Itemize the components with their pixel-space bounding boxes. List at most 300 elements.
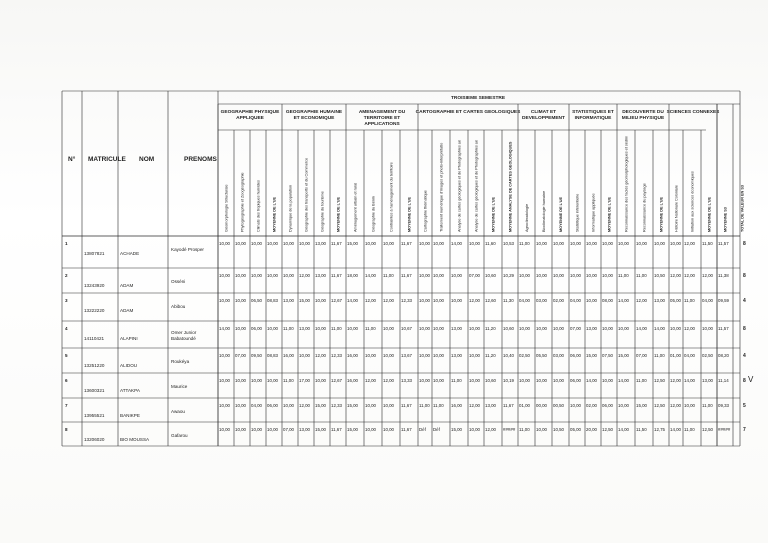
grade-cell: 15,00 bbox=[618, 353, 629, 358]
grade-cell: 11,67 bbox=[503, 403, 514, 408]
grade-cell: 10,00 bbox=[283, 241, 294, 246]
grade-cell: 12,50 bbox=[702, 427, 713, 432]
table-row bbox=[65, 403, 746, 418]
grade-cell: 11,67 bbox=[401, 241, 412, 246]
subject-header: Traitement numérique d'images et photo-interprétatio bbox=[439, 142, 444, 232]
grade-cell: 10,00 bbox=[383, 326, 394, 331]
grade-cell: 11,00 bbox=[519, 427, 530, 432]
grade-cell: 12,00 bbox=[485, 427, 496, 432]
grade-cell: 13,00 bbox=[485, 403, 496, 408]
grade-cell: 10,00 bbox=[219, 427, 230, 432]
ue-group-title: MILIEU PHYSIQUE bbox=[621, 116, 665, 121]
grade-cell: 10,00 bbox=[419, 273, 430, 278]
grade-cell: 12,67 bbox=[331, 378, 342, 383]
matricule: 13955521 bbox=[84, 412, 105, 418]
ue-group-title: DEVELOPPEMENT bbox=[522, 116, 565, 121]
grade-cell: 15,00 bbox=[347, 403, 358, 408]
grade-cell: 07,00 bbox=[469, 273, 480, 278]
prenoms: Kayodé Prosper bbox=[171, 246, 204, 252]
ue-group-title: SCIENCES CONNEXES bbox=[666, 110, 720, 115]
grade-cell: 14,00 bbox=[670, 427, 681, 432]
grade-cell: 10,00 bbox=[670, 241, 681, 246]
col-header-matricule: MATRICULE bbox=[88, 156, 126, 163]
final-column-header: MOYENNE S3 bbox=[723, 207, 728, 232]
validated-units: 5 bbox=[743, 403, 746, 409]
grade-cell: 01,00 bbox=[519, 403, 530, 408]
grade-cell: 07,00 bbox=[283, 427, 294, 432]
grade-cell: 10,00 bbox=[433, 353, 444, 358]
grade-cell: 12,50 bbox=[654, 403, 665, 408]
grade-cell: 10,00 bbox=[347, 326, 358, 331]
grade-cell: 12,00 bbox=[702, 273, 713, 278]
grade-cell: 13,00 bbox=[702, 378, 713, 383]
grade-cell: 13,00 bbox=[586, 326, 597, 331]
ue-group-title: APPLICATIONS bbox=[364, 122, 400, 127]
row-number: 8 bbox=[65, 427, 68, 432]
prenoms: Awaou bbox=[171, 408, 185, 414]
subject-header: Informatique appliquée bbox=[591, 193, 596, 232]
nom: ACHADE bbox=[120, 250, 140, 256]
grade-cell: 10,00 bbox=[235, 427, 246, 432]
grade-cell: 13,67 bbox=[401, 353, 412, 358]
grade-cell: 11,00 bbox=[433, 403, 444, 408]
grade-cell: 09,33 bbox=[718, 403, 729, 408]
grade-cell: 13,00 bbox=[451, 326, 462, 331]
grade-cell: 10,00 bbox=[570, 241, 581, 246]
grade-cell: 08,83 bbox=[267, 353, 278, 358]
grade-cell: 11,00 bbox=[519, 241, 530, 246]
grade-cell: 10,00 bbox=[553, 326, 564, 331]
grade-cell: 08,83 bbox=[267, 298, 278, 303]
grade-cell: 12,00 bbox=[684, 273, 695, 278]
nom: ADAM bbox=[120, 282, 134, 288]
grade-cell: 10,00 bbox=[602, 241, 613, 246]
grade-cell: 02,50 bbox=[702, 353, 713, 358]
grade-cell: 18,00 bbox=[347, 273, 358, 278]
grade-cell: 04,00 bbox=[519, 298, 530, 303]
grade-cell: 12,50 bbox=[654, 378, 665, 383]
ue-group-title: GEOGRAPHIE HUMAINE bbox=[285, 110, 343, 115]
grade-cell: 11,57 bbox=[718, 326, 729, 331]
grade-cell: 12,33 bbox=[331, 403, 342, 408]
subject-header: Contraintes à l'aménagement du territoire bbox=[389, 162, 394, 232]
grade-cell: 12,00 bbox=[315, 353, 326, 358]
matricule: 13243920 bbox=[84, 282, 105, 288]
ue-group-title: CARTOGRAPHIE ET CARTES GEOLOGIQUES bbox=[415, 110, 521, 115]
grade-cell: 11,00 bbox=[618, 273, 629, 278]
grade-cell: 14,00 bbox=[618, 298, 629, 303]
grade-cell: 12,00 bbox=[299, 273, 310, 278]
nom: ALAPINI bbox=[120, 335, 138, 341]
grade-cell: 10,00 bbox=[219, 298, 230, 303]
grade-cell: 10,67 bbox=[401, 326, 412, 331]
subject-header: Agroclimatologie bbox=[525, 203, 529, 232]
grade-cell: 11,00 bbox=[383, 273, 394, 278]
table-row bbox=[65, 378, 746, 393]
grade-cell: 14,00 bbox=[684, 378, 695, 383]
grade-cell: ##### bbox=[503, 427, 516, 432]
grade-cell: 10,00 bbox=[315, 326, 326, 331]
grade-cell: 10,00 bbox=[602, 378, 613, 383]
grade-cell: 10,00 bbox=[536, 241, 547, 246]
grade-cell: 08,00 bbox=[602, 298, 613, 303]
grade-cell: 10,00 bbox=[315, 378, 326, 383]
grade-cell: 13,00 bbox=[315, 241, 326, 246]
grade-cell: 11,50 bbox=[636, 427, 647, 432]
grade-cell: 14,00 bbox=[654, 326, 665, 331]
grade-cell: 11,38 bbox=[718, 273, 729, 278]
grade-cell: 11,00 bbox=[636, 273, 647, 278]
grade-cell: 10,00 bbox=[235, 403, 246, 408]
grade-cell: 10,00 bbox=[235, 298, 246, 303]
margin-mark: V bbox=[748, 375, 754, 384]
grade-cell: 15,00 bbox=[347, 427, 358, 432]
grade-cell: 15,00 bbox=[315, 427, 326, 432]
grade-cell: 10,00 bbox=[219, 241, 230, 246]
grade-cell: 10,00 bbox=[365, 353, 376, 358]
grade-cell: 10,00 bbox=[219, 353, 230, 358]
grade-cell: 10,00 bbox=[235, 378, 246, 383]
validated-units: 8 bbox=[743, 378, 746, 384]
grade-cell: 00,00 bbox=[536, 403, 547, 408]
grade-cell: ##### bbox=[718, 427, 731, 432]
grade-cell: 10,00 bbox=[618, 241, 629, 246]
grade-cell: 12,00 bbox=[299, 403, 310, 408]
grade-cell: 11,00 bbox=[451, 378, 462, 383]
nom: ADAM bbox=[120, 307, 134, 313]
validated-units: 4 bbox=[743, 298, 746, 304]
grade-cell: 06,00 bbox=[570, 353, 581, 358]
grade-cell: 04,00 bbox=[570, 298, 581, 303]
row-number: 6 bbox=[65, 378, 68, 383]
grade-cell: 12,00 bbox=[469, 298, 480, 303]
grade-cell: 12,00 bbox=[365, 298, 376, 303]
prenoms: Omer Junior bbox=[171, 329, 197, 335]
grade-cell: 14,00 bbox=[365, 273, 376, 278]
grade-cell: 12,00 bbox=[670, 403, 681, 408]
grade-cell: 10,00 bbox=[670, 326, 681, 331]
grade-cell: 05,00 bbox=[570, 427, 581, 432]
grade-cell: 04,00 bbox=[684, 353, 695, 358]
grade-cell: 10,00 bbox=[536, 378, 547, 383]
grade-cell: 06,00 bbox=[251, 326, 262, 331]
grade-cell: 16,00 bbox=[347, 353, 358, 358]
subject-header: MOYENNE DE L'UE bbox=[707, 196, 712, 232]
subject-header: MOYENNE DE L'UE bbox=[607, 196, 612, 232]
grade-cell: 10,00 bbox=[299, 353, 310, 358]
subject-header: Géographie du Bénin bbox=[371, 196, 376, 232]
grade-cell: 15,00 bbox=[299, 298, 310, 303]
grade-cell: 10,50 bbox=[654, 273, 665, 278]
grade-cell: 10,00 bbox=[383, 427, 394, 432]
grade-cell: 10,00 bbox=[251, 241, 262, 246]
subject-header: MOYENNE DE L'UE bbox=[491, 196, 496, 232]
grade-cell: 10,60 bbox=[485, 273, 496, 278]
grade-cell: 10,00 bbox=[365, 403, 376, 408]
grade-cell: 10,60 bbox=[503, 326, 514, 331]
subject-header: MOYENNE ANALYSE DE CARTES GEOLOGIQUES bbox=[508, 141, 513, 232]
grade-cell: 06,50 bbox=[251, 298, 262, 303]
ue-group-title: CLIMAT ET bbox=[530, 110, 557, 115]
grade-cell: 04,00 bbox=[702, 298, 713, 303]
grade-cell: 11,67 bbox=[401, 273, 412, 278]
grade-cell: 10,00 bbox=[433, 298, 444, 303]
grade-cell: 11,00 bbox=[654, 353, 665, 358]
grade-cell: 14,00 bbox=[618, 378, 629, 383]
grade-cell: 10,00 bbox=[636, 241, 647, 246]
grade-cell: 10,00 bbox=[365, 427, 376, 432]
row-number: 5 bbox=[65, 353, 68, 358]
grade-cell: 07,00 bbox=[636, 353, 647, 358]
semester-title: TROISIEME SEMESTRE bbox=[450, 96, 506, 101]
grade-cell: 10,60 bbox=[485, 378, 496, 383]
table-row bbox=[65, 353, 746, 368]
ue-group-title: TERRITOIRE ET bbox=[363, 116, 401, 121]
grade-cell: 04,00 bbox=[251, 403, 262, 408]
grade-cell: 10,00 bbox=[419, 241, 430, 246]
ue-group-title: APPLIQUEE bbox=[236, 116, 264, 121]
grade-cell: 10,40 bbox=[503, 353, 514, 358]
grade-cell: 10,00 bbox=[586, 273, 597, 278]
ue-group-title: INFORMATIQUE bbox=[574, 116, 612, 121]
grade-cell: 10,00 bbox=[419, 298, 430, 303]
grade-cell: 10,00 bbox=[536, 326, 547, 331]
grade-cell: 08,20 bbox=[718, 353, 729, 358]
subject-header: Climats des tropiques humides bbox=[256, 180, 261, 232]
grade-cell: 10,19 bbox=[503, 378, 514, 383]
grade-cell: 11,00 bbox=[684, 298, 695, 303]
grade-cell: 07,50 bbox=[602, 353, 613, 358]
subject-header: Reconnaissance des faciès géomorphologiques et sédim bbox=[624, 135, 629, 232]
grade-cell: 10,00 bbox=[315, 298, 326, 303]
grade-cell: 10,00 bbox=[219, 403, 230, 408]
matricule: 13206020 bbox=[84, 436, 105, 442]
grade-cell: 11,67 bbox=[331, 241, 342, 246]
grade-cell: 05,50 bbox=[536, 353, 547, 358]
grade-cell: 11,00 bbox=[283, 378, 294, 383]
grade-cell: 10,00 bbox=[451, 298, 462, 303]
grade-cell: 10,00 bbox=[283, 273, 294, 278]
grade-cell: 12,00 bbox=[670, 378, 681, 383]
grade-cell: 13,00 bbox=[654, 298, 665, 303]
subject-header: Dynamique de la population bbox=[288, 184, 293, 232]
grade-cell: 10,00 bbox=[469, 241, 480, 246]
grade-cell: 12,00 bbox=[684, 326, 695, 331]
grade-cell: 03,00 bbox=[536, 298, 547, 303]
grade-cell: 11,57 bbox=[718, 241, 729, 246]
grade-cell: 10,00 bbox=[419, 378, 430, 383]
nom: BANIKPE bbox=[120, 412, 140, 418]
grade-cell: 11,00 bbox=[684, 427, 695, 432]
grade-cell: 12,50 bbox=[602, 427, 613, 432]
grade-cell: 10,00 bbox=[283, 403, 294, 408]
validated-units: 8 bbox=[743, 273, 746, 279]
grade-cell: 00,50 bbox=[553, 403, 564, 408]
grade-cell: 02,00 bbox=[586, 403, 597, 408]
row-number: 7 bbox=[65, 403, 68, 408]
ue-group-title: GEOGRAPHIE PHYSIQUE bbox=[220, 110, 280, 115]
grade-cell: 10,00 bbox=[383, 353, 394, 358]
grade-cell: 03,00 bbox=[553, 353, 564, 358]
grade-cell: 15,00 bbox=[347, 241, 358, 246]
grade-cell: 13,00 bbox=[315, 273, 326, 278]
grade-cell: 12,67 bbox=[331, 298, 342, 303]
validated-units: 7 bbox=[743, 427, 746, 433]
table-row bbox=[65, 326, 746, 341]
final-headers bbox=[724, 185, 745, 232]
grade-cell: 10,00 bbox=[419, 326, 430, 331]
grade-cell: 10,00 bbox=[251, 378, 262, 383]
grade-cell: 10,00 bbox=[235, 241, 246, 246]
grade-cell: 16,00 bbox=[347, 378, 358, 383]
grade-cell: 10,00 bbox=[235, 326, 246, 331]
grade-cell: 10,00 bbox=[602, 273, 613, 278]
matricule: 13807821 bbox=[84, 250, 105, 256]
grade-cell: 12,33 bbox=[331, 353, 342, 358]
grade-cell: 17,00 bbox=[299, 378, 310, 383]
grade-cell: 11,00 bbox=[283, 326, 294, 331]
table-row bbox=[65, 427, 746, 442]
grade-cell: 10,00 bbox=[654, 241, 665, 246]
grade-cell: 10,00 bbox=[433, 378, 444, 383]
grade-cell: 12,75 bbox=[654, 427, 665, 432]
grade-cell: 13,00 bbox=[451, 353, 462, 358]
grade-cell: 14,00 bbox=[636, 326, 647, 331]
grade-cell: 10,00 bbox=[519, 326, 530, 331]
matricule: 13251220 bbox=[84, 362, 105, 368]
grade-cell: 10,50 bbox=[553, 427, 564, 432]
table-grid bbox=[62, 91, 740, 446]
grade-cell: 10,00 bbox=[469, 378, 480, 383]
ue-groups bbox=[221, 109, 721, 127]
grade-cell: 11,67 bbox=[401, 427, 412, 432]
grade-cell: 13,00 bbox=[283, 298, 294, 303]
grade-cell: 10,00 bbox=[586, 298, 597, 303]
grade-cell: 10,00 bbox=[553, 241, 564, 246]
grade-cell: 09,50 bbox=[251, 353, 262, 358]
prenoms: Osséni bbox=[171, 278, 186, 284]
grade-cell: 12,00 bbox=[636, 298, 647, 303]
grade-cell: 10,00 bbox=[469, 326, 480, 331]
grade-cell: 10,00 bbox=[383, 403, 394, 408]
grade-cell: 02,50 bbox=[519, 353, 530, 358]
ue-group-title: AMENAGEMENT DU bbox=[358, 110, 406, 115]
grade-cell: 10,29 bbox=[503, 273, 514, 278]
grade-cell: 10,00 bbox=[383, 241, 394, 246]
grade-cell: 10,00 bbox=[602, 326, 613, 331]
nom: ATTAKPA bbox=[120, 387, 140, 393]
grade-cell: 10,00 bbox=[553, 273, 564, 278]
grade-cell: 12,33 bbox=[401, 298, 412, 303]
ue-group-title: DECOUVERTE DU bbox=[622, 110, 664, 115]
row-number: 3 bbox=[65, 298, 68, 303]
grade-cell: 10,00 bbox=[419, 353, 430, 358]
grade-cell: 10,00 bbox=[235, 273, 246, 278]
grade-cell: 15,00 bbox=[451, 427, 462, 432]
row-number: 1 bbox=[65, 241, 68, 246]
subject-header: Bioclimatologie humaine bbox=[542, 190, 546, 232]
grade-cell: 10,00 bbox=[219, 378, 230, 383]
subject-header: MOYENNE DE L'UE bbox=[659, 196, 664, 232]
grade-cell: 10,00 bbox=[702, 326, 713, 331]
subject-header: Phytogéographie et Zoogéographie bbox=[240, 172, 245, 232]
grade-cell: 13,00 bbox=[299, 427, 310, 432]
grade-cell: 10,00 bbox=[519, 273, 530, 278]
grade-cell: 11,60 bbox=[485, 241, 496, 246]
subject-header: Initiation aux sciences économiques bbox=[690, 171, 695, 232]
grade-cell: 02,00 bbox=[553, 298, 564, 303]
grade-cell: 10,00 bbox=[267, 273, 278, 278]
row-number: 4 bbox=[65, 326, 68, 331]
grade-cell: 16,00 bbox=[283, 353, 294, 358]
row-number: 2 bbox=[65, 273, 68, 278]
subject-header: Statistique inférentielle bbox=[575, 193, 580, 232]
grade-cell: 10,00 bbox=[469, 427, 480, 432]
subject-header: Histoire Nationale Coloniale bbox=[674, 185, 679, 232]
grade-cell: 06,00 bbox=[267, 403, 278, 408]
grade-cell: 09,59 bbox=[718, 298, 729, 303]
grade-cell: 10,00 bbox=[267, 427, 278, 432]
grade-cell: 05,00 bbox=[670, 298, 681, 303]
grade-cell: 10,00 bbox=[536, 273, 547, 278]
grade-cell: 10,00 bbox=[451, 273, 462, 278]
subject-header: Analyse de cartes géologiques et de Photographies aé bbox=[457, 139, 462, 232]
matricule: 13600321 bbox=[84, 387, 105, 393]
grade-cell: 10,00 bbox=[251, 427, 262, 432]
grade-cell: 11,30 bbox=[503, 298, 514, 303]
grade-cell: 10,00 bbox=[586, 241, 597, 246]
grade-cell: 20,00 bbox=[586, 427, 597, 432]
matricule: 13222220 bbox=[84, 307, 105, 313]
matricule: 14110421 bbox=[84, 335, 105, 341]
grade-cell: 10,00 bbox=[570, 403, 581, 408]
grade-cell: 12,00 bbox=[469, 403, 480, 408]
grade-cell: 10,00 bbox=[299, 241, 310, 246]
table-row bbox=[65, 298, 746, 313]
prenoms: Abibou bbox=[171, 303, 186, 309]
subject-header: MOYENNE DE L'UE bbox=[336, 196, 341, 232]
grade-cell: 14,00 bbox=[618, 427, 629, 432]
subject-header: Aménagement urbain et rural bbox=[353, 182, 358, 232]
grade-cell: 11,67 bbox=[401, 403, 412, 408]
grade-cell: 10,00 bbox=[219, 273, 230, 278]
grade-cell: 13,33 bbox=[401, 378, 412, 383]
table-row bbox=[65, 273, 746, 288]
nom: BIO MOUSSA bbox=[120, 436, 150, 442]
subject-header: Géomorphologie Structurale bbox=[224, 184, 229, 232]
grade-cell: 10,00 bbox=[570, 273, 581, 278]
grade-cell: 10,00 bbox=[267, 326, 278, 331]
grade-cell: 10,00 bbox=[433, 273, 444, 278]
grade-cell: 10,00 bbox=[469, 353, 480, 358]
grade-cell: 10,00 bbox=[519, 378, 530, 383]
prenoms: Babatoundé bbox=[171, 335, 196, 341]
grade-cell: 11,00 bbox=[636, 378, 647, 383]
grade-cell: 14,00 bbox=[219, 326, 230, 331]
grade-cell: 06,00 bbox=[602, 403, 613, 408]
table-row bbox=[65, 241, 746, 256]
grade-cell: 14,00 bbox=[586, 378, 597, 383]
col-header-prenoms: PRENOMS bbox=[184, 156, 217, 163]
grade-cell: 14,00 bbox=[451, 241, 462, 246]
grade-cell: 11,00 bbox=[365, 326, 376, 331]
prenoms: Maurice bbox=[171, 383, 188, 389]
grade-cell: 10,00 bbox=[251, 273, 262, 278]
grade-cell: 12,00 bbox=[383, 298, 394, 303]
prenoms: Roukéya bbox=[171, 358, 190, 364]
grade-cell: 11,20 bbox=[485, 353, 496, 358]
validated-units: 8 bbox=[743, 326, 746, 332]
